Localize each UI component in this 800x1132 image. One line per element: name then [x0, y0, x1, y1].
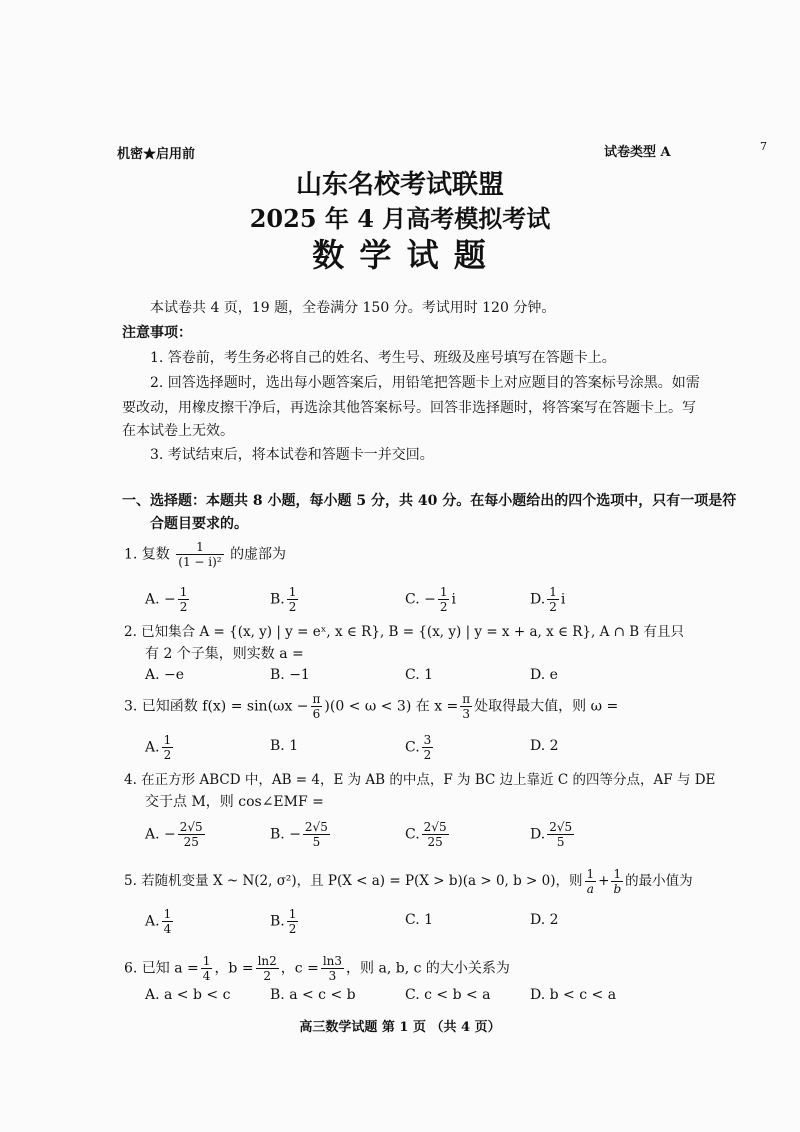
frac-den: a [586, 882, 594, 896]
frac-num: 2√5 [423, 820, 447, 834]
frac-num: 2√5 [304, 820, 328, 834]
q5-text: + [598, 873, 610, 889]
frac-num: 1 [179, 585, 188, 599]
q4-option-b [270, 820, 332, 849]
q5-option-a [145, 907, 175, 936]
option-label: C. [405, 739, 420, 756]
q2-option-b: B. −1 [270, 667, 310, 683]
q3-text: 处取得最大值，则 ω = [474, 698, 619, 715]
frac-den: 4 [163, 922, 172, 936]
q4-option-d [530, 820, 576, 849]
frac-den: 6 [312, 707, 321, 721]
frac-den: 2 [288, 600, 297, 614]
option-fraction [287, 907, 299, 936]
q1-option-b [270, 585, 300, 614]
option-label: B. − [270, 826, 301, 843]
option-fraction [422, 733, 434, 762]
question-3 [124, 692, 618, 721]
q6-fraction [256, 954, 279, 983]
q1-den: (1 − i)² [178, 555, 222, 569]
frac-num: ln2 [257, 954, 277, 968]
q6-text: ，c = [280, 960, 319, 977]
question-2: 2. 已知集合 A = {(x, y) | y = eˣ, x ∈ R}, B = {(x, y) | y = x + a, x ∈ R}, A ∩ B 有且只 [124, 624, 684, 640]
q3-text: )(0 < ω < 3) 在 x = [324, 698, 459, 715]
section-heading: 一、选择题：本题共 8 小题，每小题 5 分，共 40 分。在每小题给出的四个选项中，只有一项是符 [122, 493, 737, 509]
frac-den: 4 [202, 969, 211, 983]
frac-num: 1 [611, 867, 623, 882]
intro-text: 本试卷共 4 页，19 题，全卷满分 150 分。考试用时 120 分钟。 [150, 300, 556, 316]
page-footer: 高三数学试题 第 1 页 （共 4 页） [299, 1020, 501, 1035]
q2-option-a: A. −e [145, 667, 185, 683]
option-label: C. − [405, 591, 436, 608]
paper-type-label: 试卷类型 A [604, 145, 671, 160]
frac-den: b [613, 882, 622, 896]
frac-num: 1 [586, 867, 595, 881]
frac-den: 2 [163, 748, 172, 762]
subject-title: 数 学 试 题 [312, 236, 488, 274]
q5-text: 5. 若随机变量 X ~ N(2, σ²)，且 P(X < a) = P(X > b)(a > 0, b > 0)，则 [124, 873, 583, 889]
option-fraction [178, 820, 205, 849]
q3-option-c [405, 733, 435, 762]
q5-option-c: C. 1 [405, 912, 434, 928]
q3-fraction [460, 692, 472, 721]
question-1 [124, 540, 286, 569]
frac-num: 1 [288, 907, 297, 921]
exam-date-title: 2025 年 4 月高考模拟考试 [249, 204, 551, 233]
option-fraction [162, 907, 174, 936]
section-heading-cont: 合题目要求的。 [150, 516, 248, 532]
q1-option-d [530, 585, 565, 614]
q5-fraction [611, 867, 623, 896]
q5-option-d: D. 2 [530, 912, 559, 928]
corner-mark: 7 [760, 140, 767, 153]
option-suffix: i [451, 591, 456, 608]
option-fraction [162, 733, 174, 762]
frac-num: π [312, 692, 321, 706]
q1-num: 1 [176, 540, 223, 555]
frac-num: 1 [439, 585, 448, 599]
q6-option-d: D. b < c < a [530, 987, 617, 1003]
q6-option-b: B. a < c < b [270, 987, 356, 1003]
q6-text: ，b = [214, 960, 254, 977]
frac-den: 25 [427, 835, 443, 849]
q6-text: ，则 a, b, c 的大小关系为 [346, 960, 510, 977]
frac-den: 3 [328, 969, 337, 983]
q1-option-c [405, 585, 456, 614]
option-label: A. [145, 739, 160, 756]
notice-title: 注意事项： [122, 325, 192, 341]
option-label: C. [405, 826, 420, 843]
q6-fraction [201, 954, 213, 983]
option-label: D. [530, 826, 546, 843]
q3-option-d: D. 2 [530, 738, 559, 754]
frac-num: 1 [163, 733, 172, 747]
frac-den: 2 [179, 600, 188, 614]
frac-den: 5 [312, 835, 321, 849]
option-fraction [547, 820, 574, 849]
q3-option-b: B. 1 [270, 738, 299, 754]
question-2-cont: 有 2 个子集，则实数 a = [145, 646, 304, 662]
option-label: A. [145, 913, 160, 930]
q5-text: 的最小值为 [625, 873, 693, 889]
exam-union-title: 山东名校考试联盟 [295, 170, 504, 200]
q6-option-c: C. c < b < a [405, 987, 491, 1003]
option-label: A. − [145, 826, 176, 843]
notice-line: 3. 考试结束后，将本试卷和答题卡一并交回。 [150, 447, 434, 463]
option-fraction [547, 585, 559, 614]
q3-text: 3. 已知函数 f(x) = sin(ωx − [124, 698, 309, 715]
q2-option-c: C. 1 [405, 667, 434, 683]
frac-num: 1 [163, 907, 172, 921]
option-suffix: i [560, 591, 566, 608]
frac-num: 2√5 [549, 820, 573, 834]
frac-den: 2 [423, 748, 432, 762]
option-label: D. [530, 591, 546, 608]
notice-line: 在本试卷上无效。 [122, 423, 234, 439]
notice-line: 要改动，用橡皮擦干净后，再选涂其他答案标号。回答非选择题时，将答案写在答题卡上。写 [122, 400, 696, 416]
question-6 [124, 954, 510, 983]
q5-option-b [270, 907, 300, 936]
q3-option-a [145, 733, 175, 762]
frac-num: π [462, 692, 471, 706]
question-4: 4. 在正方形 ABCD 中，AB = 4，E 为 AB 的中点，F 为 BC 边上靠近 C 的四等分点，AF 与 DE [124, 772, 716, 788]
q1-prefix: 1. 复数 [124, 546, 170, 563]
frac-den: 2 [439, 600, 448, 614]
q3-fraction [311, 692, 323, 721]
q4-option-c [405, 820, 451, 849]
option-fraction [287, 585, 299, 614]
option-fraction [438, 585, 450, 614]
frac-den: 3 [462, 707, 471, 721]
notice-line: 1. 答卷前，考生务必将自己的姓名、考生号、班级及座号填写在答题卡上。 [150, 350, 616, 366]
frac-den: 2 [288, 922, 297, 936]
q4-option-a [145, 820, 207, 849]
frac-den: 5 [556, 835, 565, 849]
frac-den: 2 [263, 969, 272, 983]
frac-den: 25 [183, 835, 199, 849]
question-4-cont: 交于点 M，则 cos∠EMF = [145, 794, 324, 810]
option-label: B. [270, 591, 285, 608]
option-label: A. − [145, 591, 176, 608]
option-fraction [422, 820, 449, 849]
q6-text: 6. 已知 a = [124, 960, 199, 977]
option-fraction [178, 585, 190, 614]
question-5 [124, 867, 693, 896]
frac-num: 1 [288, 585, 297, 599]
q6-fraction [321, 954, 344, 983]
q1-fraction [176, 540, 223, 569]
frac-num: ln3 [322, 954, 343, 968]
frac-num: 1 [202, 954, 211, 968]
q1-option-a [145, 585, 191, 614]
notice-line: 2. 回答选择题时，选出每小题答案后，用铅笔把答题卡上对应题目的答案标号涂黑。如需 [150, 375, 700, 391]
frac-num: 2√5 [179, 820, 203, 834]
q6-option-a: A. a < b < c [145, 987, 231, 1003]
frac-num: 3 [423, 733, 432, 747]
frac-den: 2 [549, 600, 557, 614]
q5-fraction [585, 867, 597, 896]
option-fraction [303, 820, 330, 849]
confidential-label: 机密★启用前 [117, 147, 196, 162]
frac-num: 1 [549, 585, 557, 599]
q2-option-d: D. e [530, 667, 558, 683]
q1-suffix: 的虚部为 [230, 546, 287, 563]
option-label: B. [270, 913, 285, 930]
